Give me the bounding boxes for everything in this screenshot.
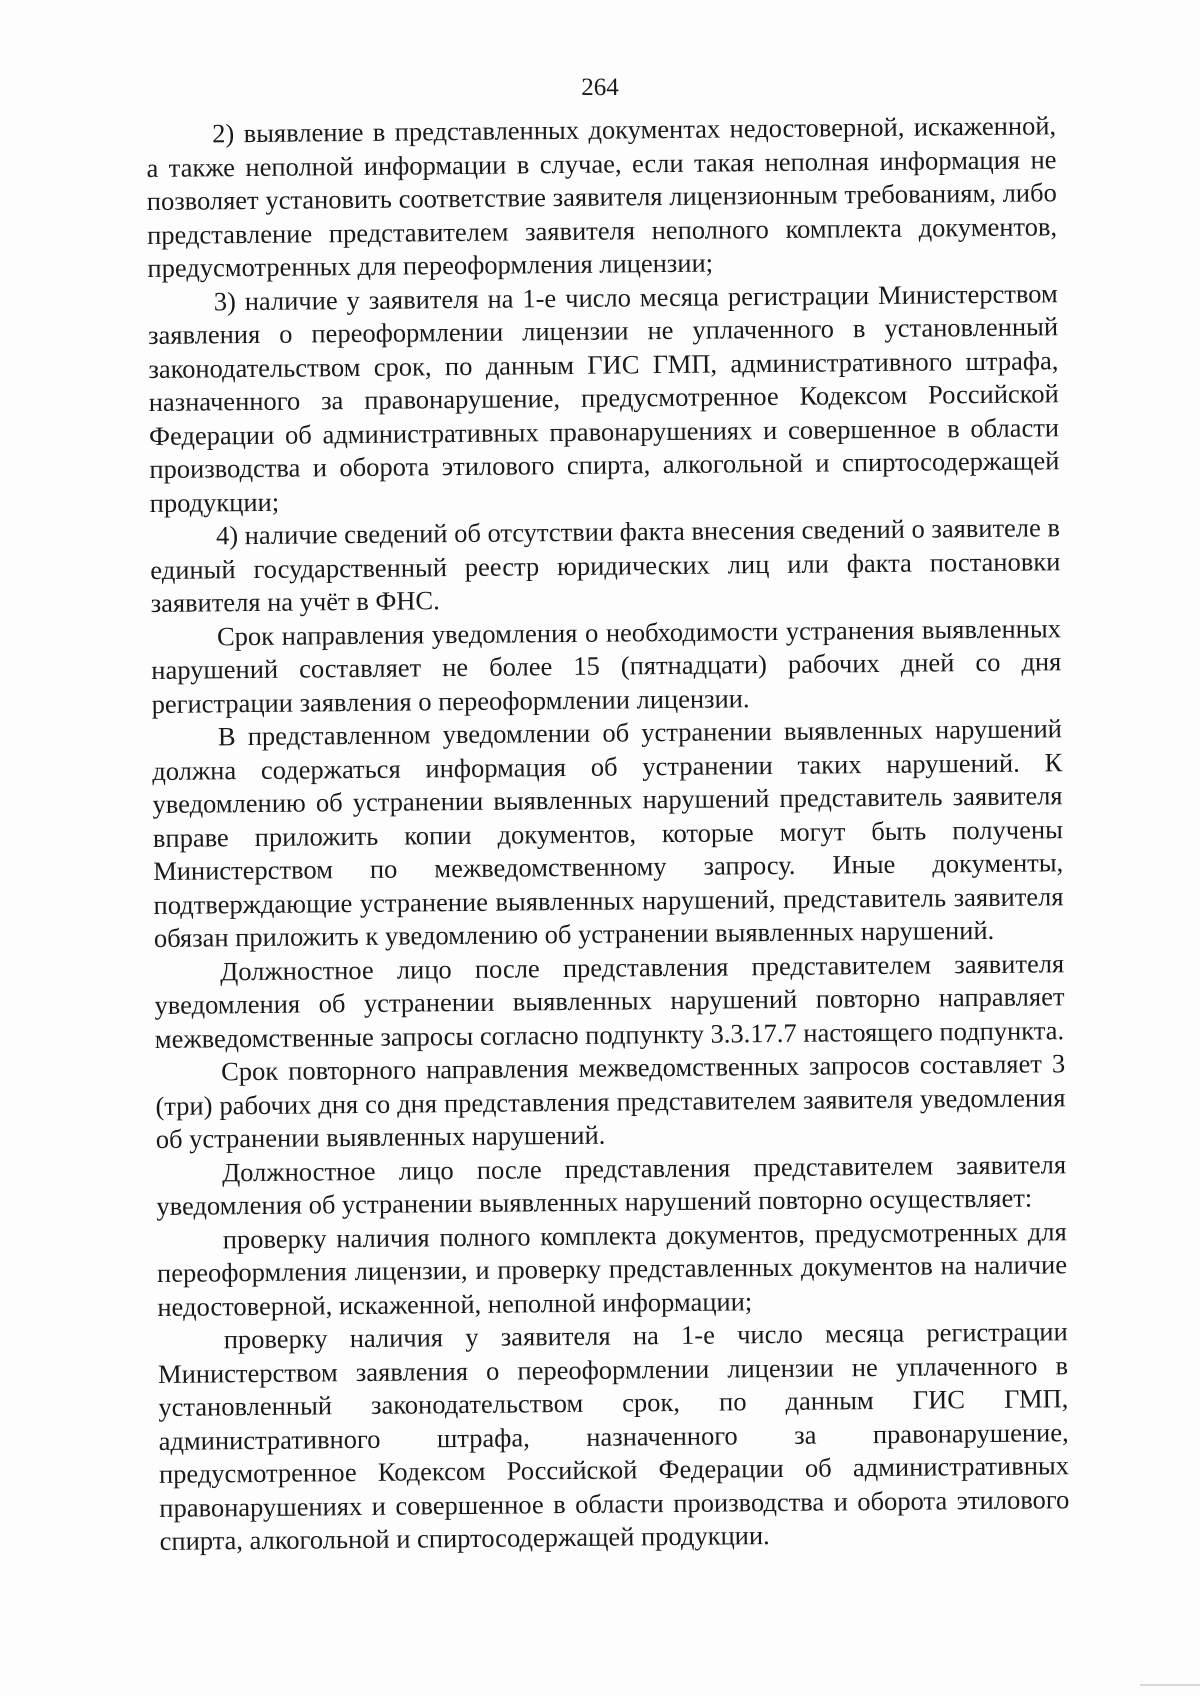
paragraph-notice-deadline: Срок направления уведомления о необходимости устранения выявленных нарушений составляет не более 15 (пятнадцати) рабочих дней со дня регистрации заявления о переоформлении лицензии.	[151, 612, 1062, 719]
paragraph-check-fines: проверку наличия у заявителя на 1-е число месяца регистрации Министерством заявления о переоформлении лицензии не уплаченного в установленный законодательством срок, по данным ГИС ГМП, административного штрафа, назначенного за правонарушение, предусмотренное Кодексом Российской Федерации об административных правонарушениях и совершенное в области производства и оборота этилового спирта, алкогольной и спиртосодержащей продукции.	[157, 1316, 1070, 1556]
paragraph-notice-content: В представленном уведомлении об устранении выявленных нарушений должна содержаться информация об устранении таких нарушений. К уведомлению об устранении выявленных нарушений представитель заявителя вправе приложить копии документов, которые могут быть получены Министерством по межведомственному запросу. Иные документы, подтверждающие устранение выявленных нарушений, представитель заявителя обязан приложить к уведомлению об устранении выявленных нарушений.	[152, 713, 1064, 953]
document-body	[146, 109, 1070, 1558]
paragraph-item-2: 2) выявление в представленных документах недостоверной, искаженной, а также неполной информации в случае, если такая неполная информация не позволяет установить соответствие заявителя лицензионным требованиям, либо представление представителем заявителя неполного комплекта документов, предусмотренных для переоформления лицензии;	[146, 110, 1058, 283]
paragraph-repeat-requests: Должностное лицо после представления представителем заявителя уведомления об устранении выявленных нарушений повторно направляет межведомственные запросы согласно подпункту 3.3.17.7 настоящего подпункта.	[154, 947, 1065, 1054]
scan-edge-mark	[1140, 1684, 1200, 1686]
paragraph-item-4: 4) наличие сведений об отсутствии факта внесения сведений о заявителе в единый государственный реестр юридических лиц или факта постановки заявителя на учёт в ФНС.	[150, 512, 1061, 618]
page-number: 264	[581, 74, 619, 101]
paragraph-item-3: 3) наличие у заявителя на 1-е число месяца регистрации Министерством заявления о переоформлении лицензии не уплаченного в установленный законодательством срок, по данным ГИС ГМП, административного штрафа, назначенного за правонарушение, предусмотренное Кодексом Российской Федерации об административных правонарушениях и совершенное в области производства и оборота этилового спирта, алкогольной и спиртосодержащей продукции;	[147, 277, 1060, 518]
paragraph-check-documents: проверку наличия полного комплекта документов, предусмотренных для переоформления лицензии, и проверку представленных документов на наличие недостоверной, искаженной, неполной информации;	[156, 1215, 1068, 1322]
paragraph-repeat-checks: Должностное лицо после представления представителем заявителя уведомления об устранении выявленных нарушений повторно осуществляет:	[156, 1148, 1067, 1221]
paragraph-repeat-deadline: Срок повторного направления межведомственных запросов составляет 3 (три) рабочих дня со дня представления представителем заявителя уведомления об устранении выявленных нарушений.	[155, 1048, 1066, 1154]
